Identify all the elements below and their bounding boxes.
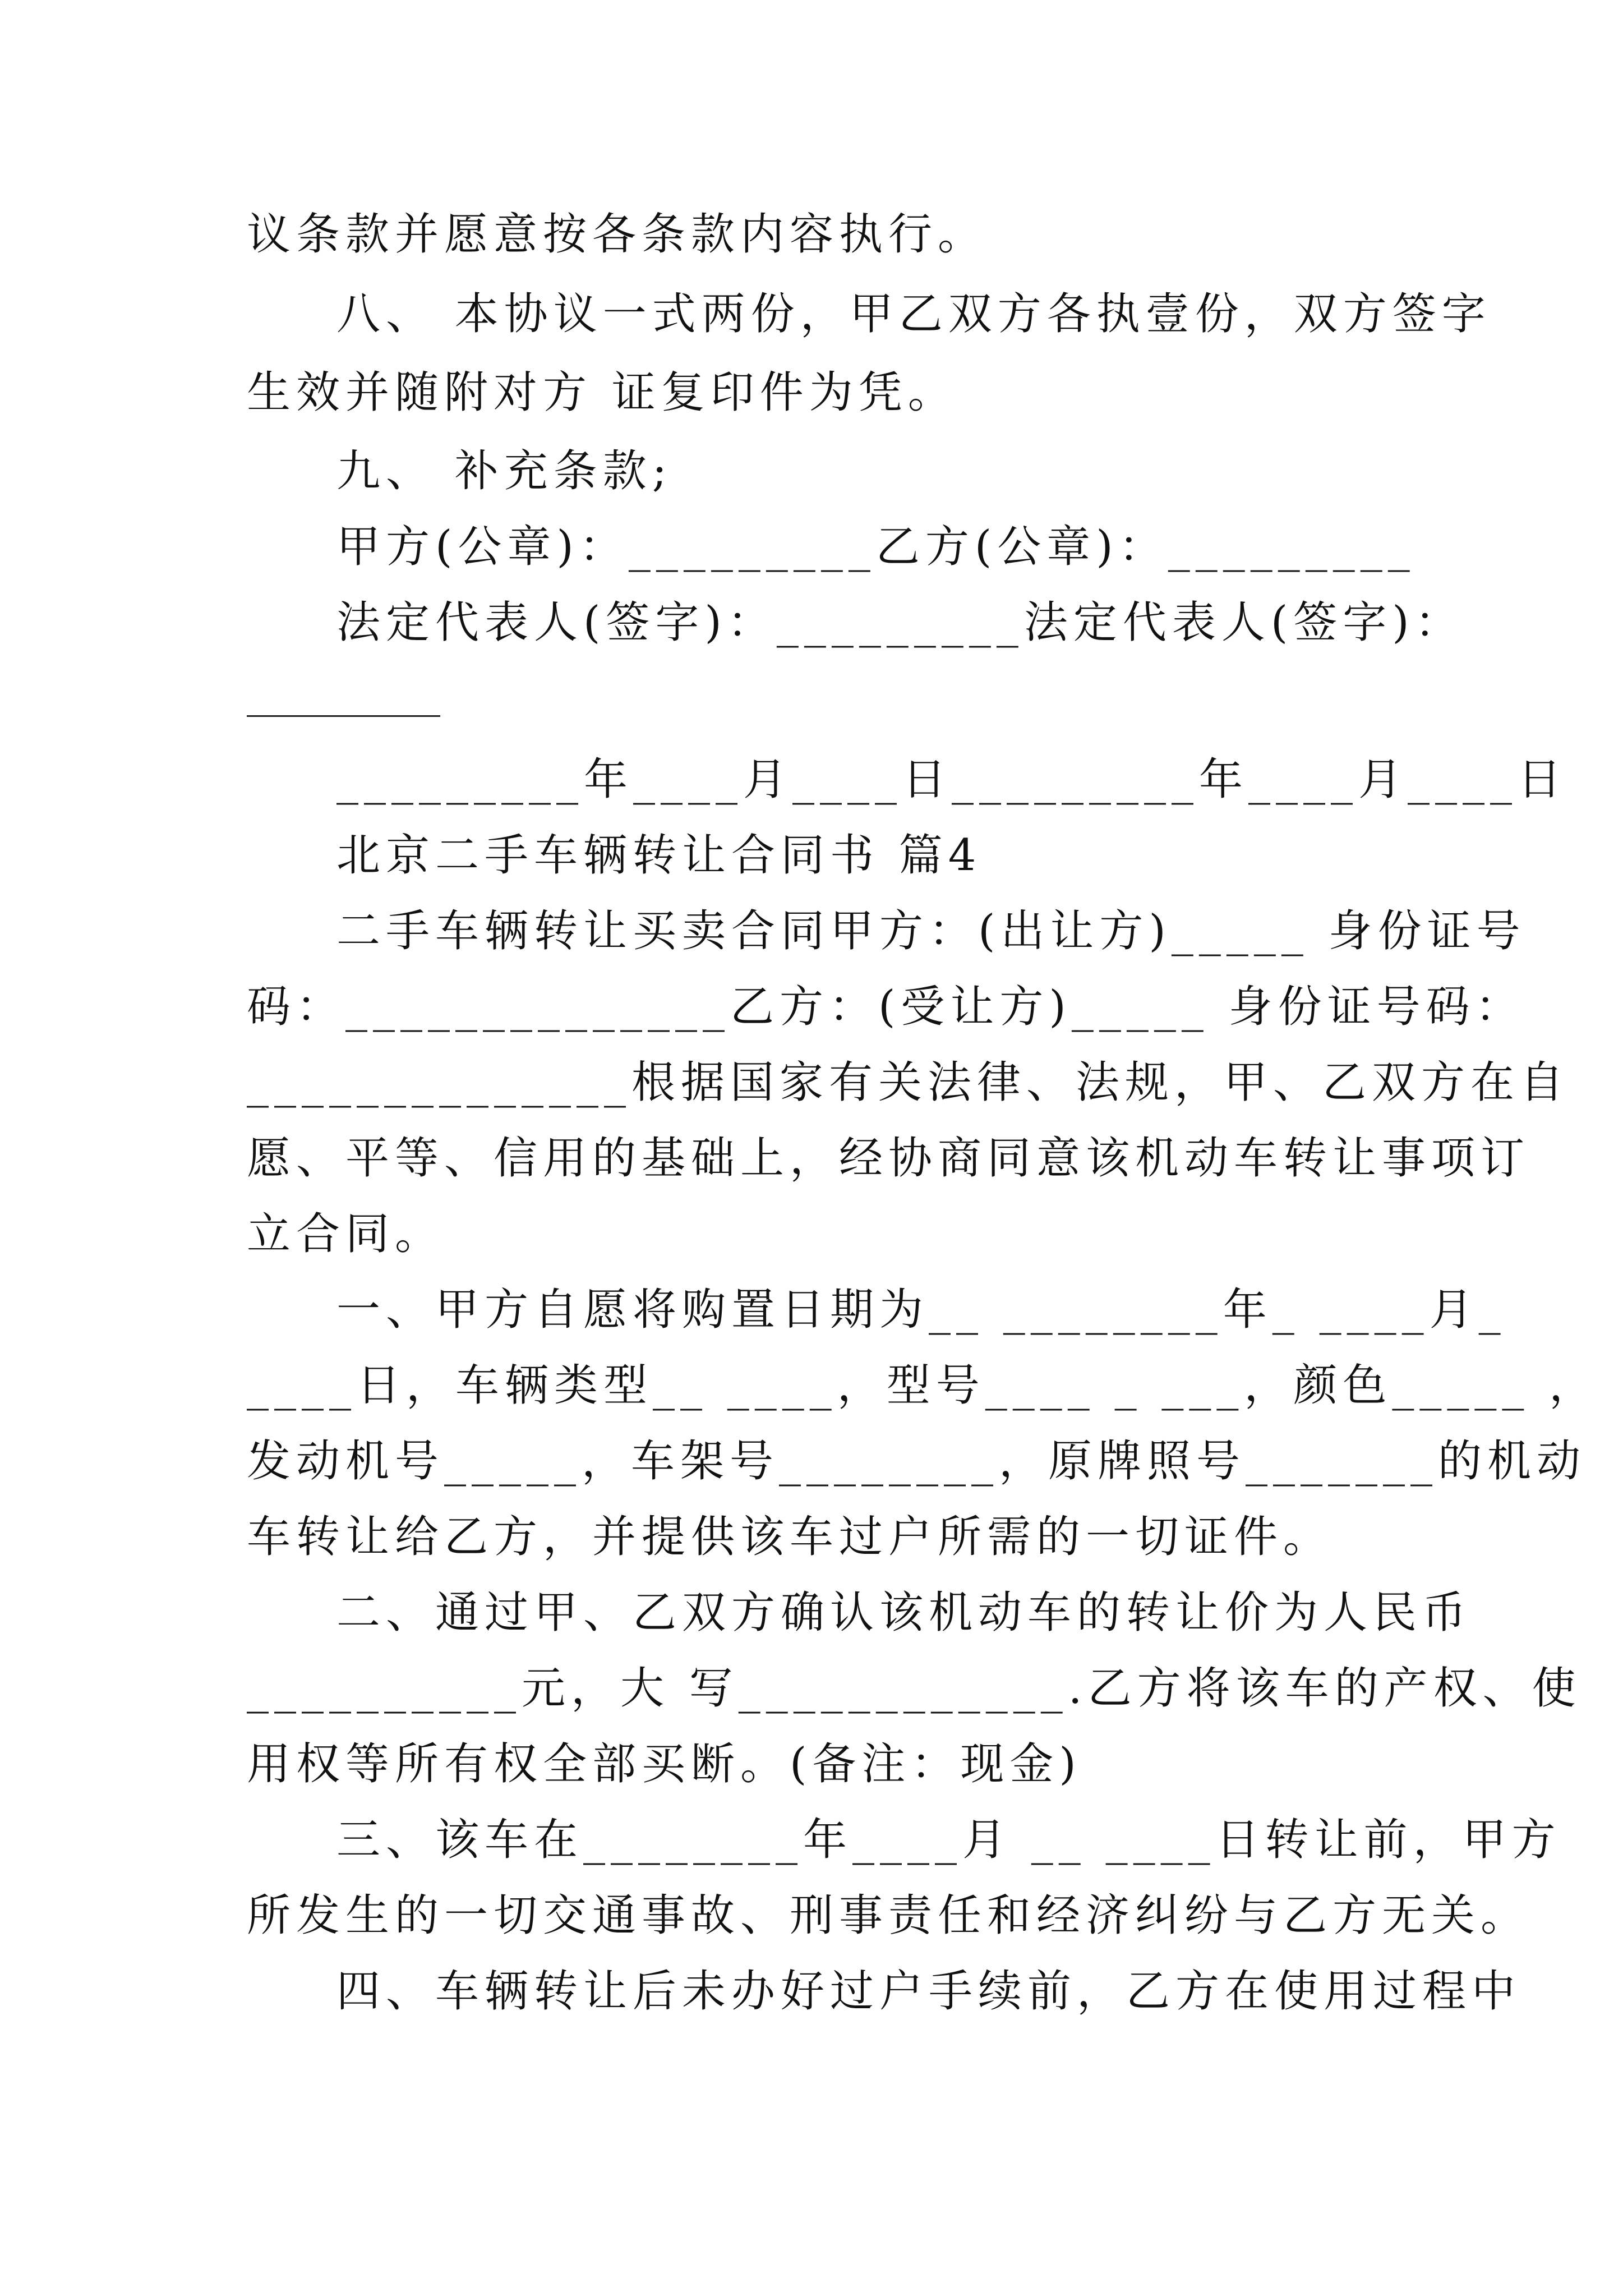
- blank-line: [247, 715, 440, 717]
- text-line: 生效并随附对方 证复印件为凭。: [247, 367, 957, 418]
- text-line: 所发生的一切交通事故、刑事责任和经济纠纷与乙方无关。: [247, 1890, 1530, 1941]
- text-line: 三、该车在________年____月 __ ____日转让前，甲方: [336, 1815, 1561, 1865]
- text-line: 发动机号_____，车架号________，原牌照号_______的机动: [247, 1436, 1587, 1487]
- text-line: 四、车辆转让后未办好过户手续前，乙方在使用过程中: [336, 1966, 1521, 2017]
- section-heading: 北京二手车辆转让合同书 篇4: [336, 830, 982, 881]
- text-line: 码：______________乙方：(受让方)_____ 身份证号码：: [247, 982, 1525, 1032]
- signature-line: 甲方(公章)：_________乙方(公章)：_________: [336, 522, 1415, 572]
- text-line: 议条款并愿意按各条款内容执行。: [247, 209, 988, 260]
- text-line: 愿、平等、信用的基础上，经协商同意该机动车转让事项订: [247, 1133, 1530, 1184]
- text-line: 用权等所有权全部买断。(备注：现金): [247, 1739, 1082, 1789]
- text-line: 立合同。: [247, 1209, 445, 1259]
- date-line: _________年____月____日_________年____月____日: [336, 754, 1567, 805]
- text-line: 车转让给乙方，并提供该车过户所需的一切证件。: [247, 1512, 1333, 1562]
- text-line: 二手车辆转让买卖合同甲方：(出让方)_____ 身份证号: [336, 906, 1526, 956]
- signature-line: 法定代表人(签字)：_________法定代表人(签字)：: [336, 597, 1464, 648]
- text-line: 一、甲方自愿将购置日期为__ ________年_ ____月_: [336, 1285, 1506, 1335]
- text-line: ____日，车辆类型__ ____，型号____ _ ___，颜色_____ ，: [247, 1360, 1599, 1411]
- text-line: __________元，大 写____________.乙方将该车的产权、使: [247, 1663, 1581, 1714]
- text-line: 二、通过甲、乙双方确认该机动车的转让价为人民币: [336, 1588, 1472, 1638]
- text-line: 九、 补充条款;: [336, 446, 673, 496]
- text-line: 八、 本协议一式两份，甲乙双方各执壹份，双方签字: [336, 289, 1491, 339]
- text-line: ______________根据国家有关法律、法规，甲、乙双方在自: [247, 1057, 1570, 1108]
